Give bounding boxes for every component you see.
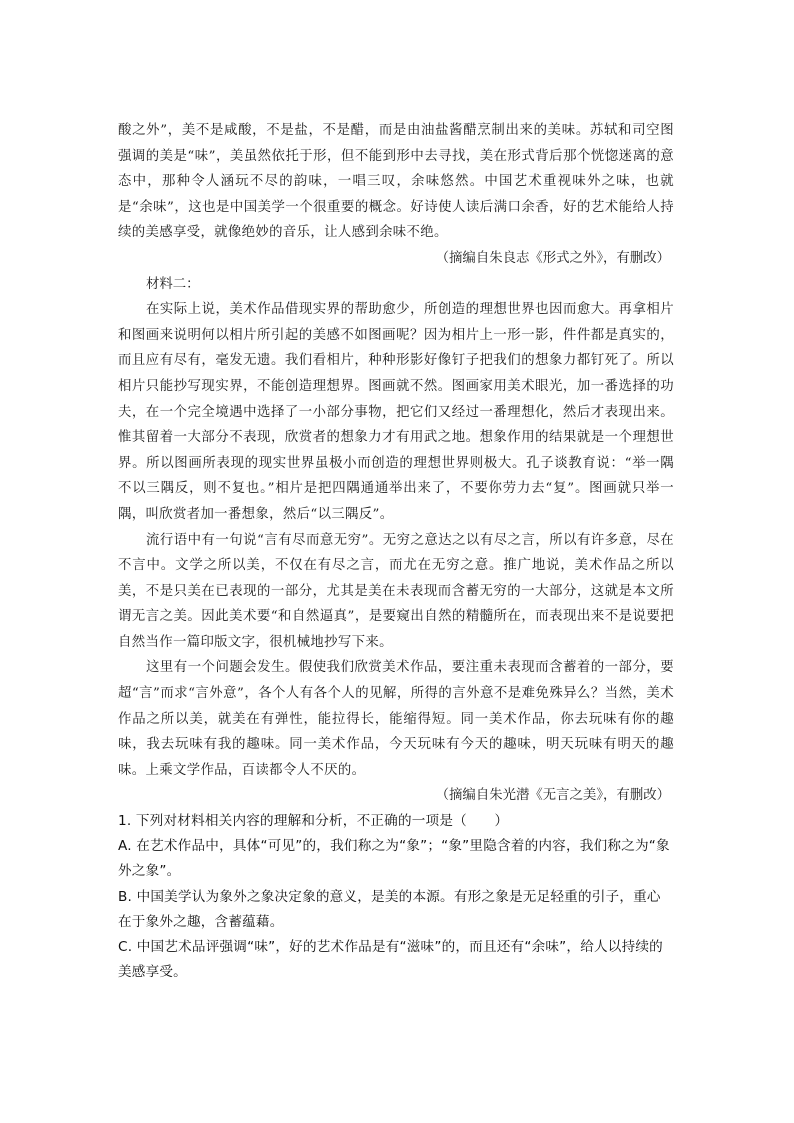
material1-source: （摘编自朱良志《形式之外》，有删改） <box>435 250 670 266</box>
document-page <box>118 118 674 985</box>
material2-paragraph-1: 在实际上说，美术作品借现实界的帮助愈少，所创造的理想世界也因而愈大。再拿相片和图画来说明何以相片所引起的美感不如图画呢？因为相片上一形一影，件件都是真实的，而且应有尽有，毫发无遗。我们看相片，种种形影好像钉子把我们的想象力都钉死了。所以相片只能抄写现实界，不能创造理想界。图画就不然。图画家用美术眼光，加一番选择的功夫，在一个完全境遇中选择了一小部分事物，把它们又经过一番理想化，然后才表现出来。惟其留着一大部分不表现，欣赏者的想象力才有用武之地。想象作用的结果就是一个理想世界。所以图画所表现的现实世界虽极小而创造的理想世界则极大。孔子谈教育说：“举一隅不以三隅反，则不复也。”相片是把四隅通通举出来了，不要你劳力去“复”。图画就只举一隅，叫欣赏者加一番想象，然后“以三隅反”。 <box>118 302 674 522</box>
material2-paragraph-2: 流行语中有一句说“言有尽而意无穷”。无穷之意达之以有尽之言，所以有许多意，尽在不言中。文学之所以美，不仅在有尽之言，而尤在无穷之意。推广地说，美术作品之所以美，不是只美在已表现的一部分，尤其是美在未表现而含蓄无穷的一大部分，这就是本文所谓无言之美。因此美术要“和自然逼真”，是要窥出自然的精髓所在，而表现出来不是说要把自然当作一篇印版文字，很机械地抄写下来。 <box>118 532 674 650</box>
material1-tail-paragraph: 酸之外”，美不是咸酸，不是盐，不是醋，而是由油盐酱醋烹制出来的美味。苏轼和司空图强调的美是“味”，美虽然依托于形，但不能到形中去寻找，美在形式背后那个恍惚迷离的意态中，那种令人涵玩不尽的韵味，一唱三叹，余味悠然。中国艺术重视味外之味，也就是“余味”，这也是中国美学一个很重要的概念。好诗使人读后满口余香，好的艺术能给人持续的美感享受，就像绝妙的音乐，让人感到余味不绝。 <box>118 123 674 241</box>
material2-paragraph-3: 这里有一个问题会发生。假使我们欣赏美术作品，要注重未表现而含蓄着的一部分，要超“言”而求“言外意”，各个人有各个人的见解，所得的言外意不是难免殊异么？当然，美术作品之所以美，就美在有弹性，能拉得长，能缩得短。同一美术作品，你去玩味有你的趣味，我去玩味有我的趣味。同一美术作品，今天玩味有今天的趣味，明天玩味有明天的趣味。上乘文学作品，百读都令人不厌的。 <box>118 660 674 778</box>
material2-label: 材料二： <box>146 276 200 292</box>
option-b: B. 中国美学认为象外之象决定象的意义，是美的本源。有形之象是无足轻重的引子，重心在于象外之趣，含蓄蕴藉。 <box>118 888 661 930</box>
question-block <box>118 809 674 985</box>
question-stem: 1. 下列对材料相关内容的理解和分析，不正确的一项是（ ） <box>118 813 509 830</box>
option-c: C. 中国艺术品评强调“味”，好的艺术作品是有“滋味”的，而且还有“余味”，给人以持续的美感享受。 <box>118 939 663 981</box>
option-a: A. 在艺术作品中，具体“可见”的，我们称之为“象”；“象”里隐含着的内容，我们称之为“象外之象”。 <box>118 838 670 880</box>
material2-source: （摘编自朱光潜《无言之美》，有删改） <box>435 788 670 804</box>
